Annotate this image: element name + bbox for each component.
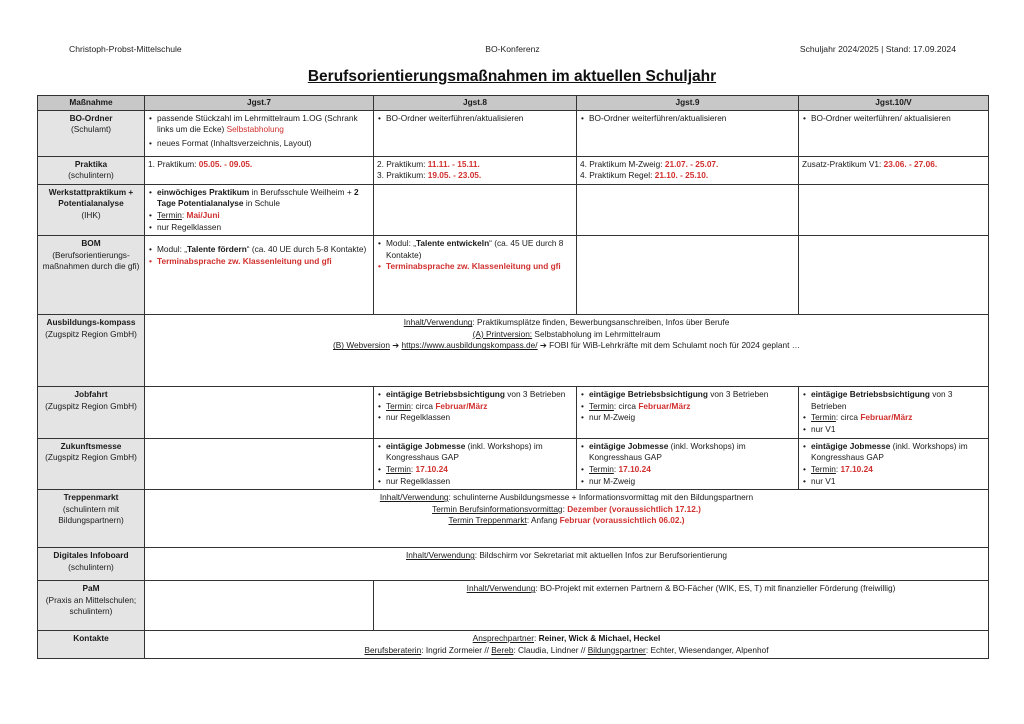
table-row — [38, 548, 989, 581]
row-header-treppenmarkt: Treppenmarkt (schulintern mit Bildungspartnern) — [38, 490, 145, 548]
row-header-jobfahrt: Jobfahrt (Zugspitz Region GmbH) — [38, 387, 145, 438]
table-row — [38, 631, 989, 659]
col-header-jgst10: Jgst.10/V — [799, 96, 989, 111]
cell-pam-j7 — [145, 581, 374, 631]
cell-praktika-j9: 4. Praktikum M-Zweig: 21.07. - 25.07. 4. Praktikum Regel: 21.10. - 25.10. — [577, 156, 799, 184]
table-row — [38, 490, 989, 548]
table-row — [38, 110, 989, 156]
row-header-pam: PaM (Praxis an Mittelschulen; schulintern) — [38, 581, 145, 631]
row-header-bo-ordner: BO-Ordner (Schulamt) — [38, 110, 145, 156]
row-header-infoboard: Digitales Infoboard (schulintern) — [38, 548, 145, 581]
table-row — [38, 438, 989, 489]
cell-bom-j7: • Modul: „Talente fördern“ (ca. 40 UE durch 5-8 Kontakte) • Terminabsprache zw. Klassenleitung und gfi — [145, 236, 374, 315]
col-header-jgst7: Jgst.7 — [145, 96, 374, 111]
cell-treppenmarkt: Inhalt/Verwendung: schulinterne Ausbildungsmesse + Informationsvormittag mit den Bildungspartnern Termin Berufsinformationsvormittag: Dezember (voraussichtlich 17.12.) Termin Treppenmarkt: Anfang Februar (voraussichtlich 06.02.) — [145, 490, 989, 548]
cell-praktika-j7: 1. Praktikum: 05.05. - 09.05. — [145, 156, 374, 184]
row-header-zukunftsmesse: Zukunftsmesse (Zugspitz Region GmbH) — [38, 438, 145, 489]
cell-bom-j8: • Modul: „Talente entwickeln“ (ca. 45 UE durch 8 Kontakte) • Terminabsprache zw. Klassenleitung und gfi — [374, 236, 577, 315]
cell-praktika-j10: Zusatz-Praktikum V1: 23.06. - 27.06. — [799, 156, 989, 184]
table-row — [38, 315, 989, 387]
cell-bo-ordner-j10: • BO-Ordner weiterführen/ aktualisieren — [799, 110, 989, 156]
cell-werkstatt-j7: • einwöchiges Praktikum in Berufsschule Weilheim + 2 Tage Potentialanalyse in Schule • Termin: Mai/Juni • nur Regelklassen — [145, 184, 374, 235]
page-title: Berufsorientierungsmaßnahmen im aktuellen Schuljahr — [307, 68, 717, 85]
row-header-bom: BOM (Berufsorientierungs-maßnahmen durch die gfi) — [38, 236, 145, 315]
conference-name: BO-Konferenz — [485, 44, 540, 54]
page-header — [69, 44, 956, 58]
col-header-jgst9: Jgst.9 — [577, 96, 799, 111]
cell-zukunftsmesse-j7 — [145, 438, 374, 489]
row-header-praktika: Praktika (schulintern) — [38, 156, 145, 184]
cell-werkstatt-j9 — [577, 184, 799, 235]
cell-bom-j10 — [799, 236, 989, 315]
cell-pam: Inhalt/Verwendung: BO-Projekt mit externen Partnern & BO-Fächer (WIK, ES, T) mit finanzieller Förderung (freiwillig) — [374, 581, 989, 631]
table-row — [38, 581, 989, 631]
cell-ausbildungskompass: Inhalt/Verwendung: Praktikumsplätze finden, Bewerbungsanschreiben, Infos über Berufe (A) Printversion: Selbstabholung im Lehrmittelraum (B) Webversion ➔ https://www.ausbildungskompass.de/ ➔ FOBI für WiB-Lehrkräfte mit dem Schulamt noch für 2024 geplant … — [145, 315, 989, 387]
cell-bo-ordner-j8: • BO-Ordner weiterführen/aktualisieren — [374, 110, 577, 156]
row-header-kontakte: Kontakte — [38, 631, 145, 659]
cell-praktika-j8: 2. Praktikum: 11.11. - 15.11. 3. Praktikum: 19.05. - 23.05. — [374, 156, 577, 184]
ausbildungskompass-link[interactable]: https://www.ausbildungskompass.de/ — [401, 340, 538, 351]
school-year-status: Schuljahr 2024/2025 | Stand: 17.09.2024 — [799, 44, 956, 54]
row-header-ausbildungskompass: Ausbildungs-kompass (Zugspitz Region GmbH) — [38, 315, 145, 387]
cell-bo-ordner-j9: • BO-Ordner weiterführen/aktualisieren — [577, 110, 799, 156]
col-header-massnahme: Maßnahme — [38, 96, 145, 111]
cell-zukunftsmesse-j10: • eintägige Jobmesse (inkl. Workshops) im Kongresshaus GAP • Termin: 17.10.24 • nur V1 — [799, 438, 989, 489]
cell-zukunftsmesse-j8: • eintägige Jobmesse (inkl. Workshops) im Kongresshaus GAP • Termin: 17.10.24 • nur Regelklassen — [374, 438, 577, 489]
col-header-jgst8: Jgst.8 — [374, 96, 577, 111]
cell-kontakte: Ansprechpartner: Reiner, Wick & Michael, Heckel Berufsberaterin: Ingrid Zormeier // Bereb: Claudia, Lindner // Bildungspartner: Echter, Wiesendanger, Alpenhof — [145, 631, 989, 659]
table-row — [38, 156, 989, 184]
cell-werkstatt-j10 — [799, 184, 989, 235]
row-header-werkstattpraktikum: Werkstattpraktikum + Potentialanalyse (IHK) — [38, 184, 145, 235]
table-row — [38, 236, 989, 315]
table-header-row — [38, 96, 989, 111]
measures-table — [37, 95, 989, 659]
cell-jobfahrt-j7 — [145, 387, 374, 438]
cell-bom-j9 — [577, 236, 799, 315]
cell-zukunftsmesse-j9: • eintägige Jobmesse (inkl. Workshops) im Kongresshaus GAP • Termin: 17.10.24 • nur M-Zweig — [577, 438, 799, 489]
cell-jobfahrt-j10: • eintägige Betriebsbsichtigung von 3 Betrieben • Termin: circa Februar/März • nur V1 — [799, 387, 989, 438]
table-row — [38, 184, 989, 235]
cell-jobfahrt-j8: • eintägige Betriebsbsichtigung von 3 Betrieben • Termin: circa Februar/März • nur Regelklassen — [374, 387, 577, 438]
cell-jobfahrt-j9: • eintägige Betriebsbsichtigung von 3 Betrieben • Termin: circa Februar/März • nur M-Zweig — [577, 387, 799, 438]
cell-infoboard: Inhalt/Verwendung: Bildschirm vor Sekretariat mit aktuellen Infos zur Berufsorientierung — [145, 548, 989, 581]
school-name: Christoph-Probst-Mittelschule — [69, 44, 182, 54]
cell-bo-ordner-j7: • passende Stückzahl im Lehrmittelraum 1.OG (Schrank links um die Ecke) Selbstabholung • neues Format (Inhaltsverzeichnis, Layout) — [145, 110, 374, 156]
table-row — [38, 387, 989, 438]
cell-werkstatt-j8 — [374, 184, 577, 235]
